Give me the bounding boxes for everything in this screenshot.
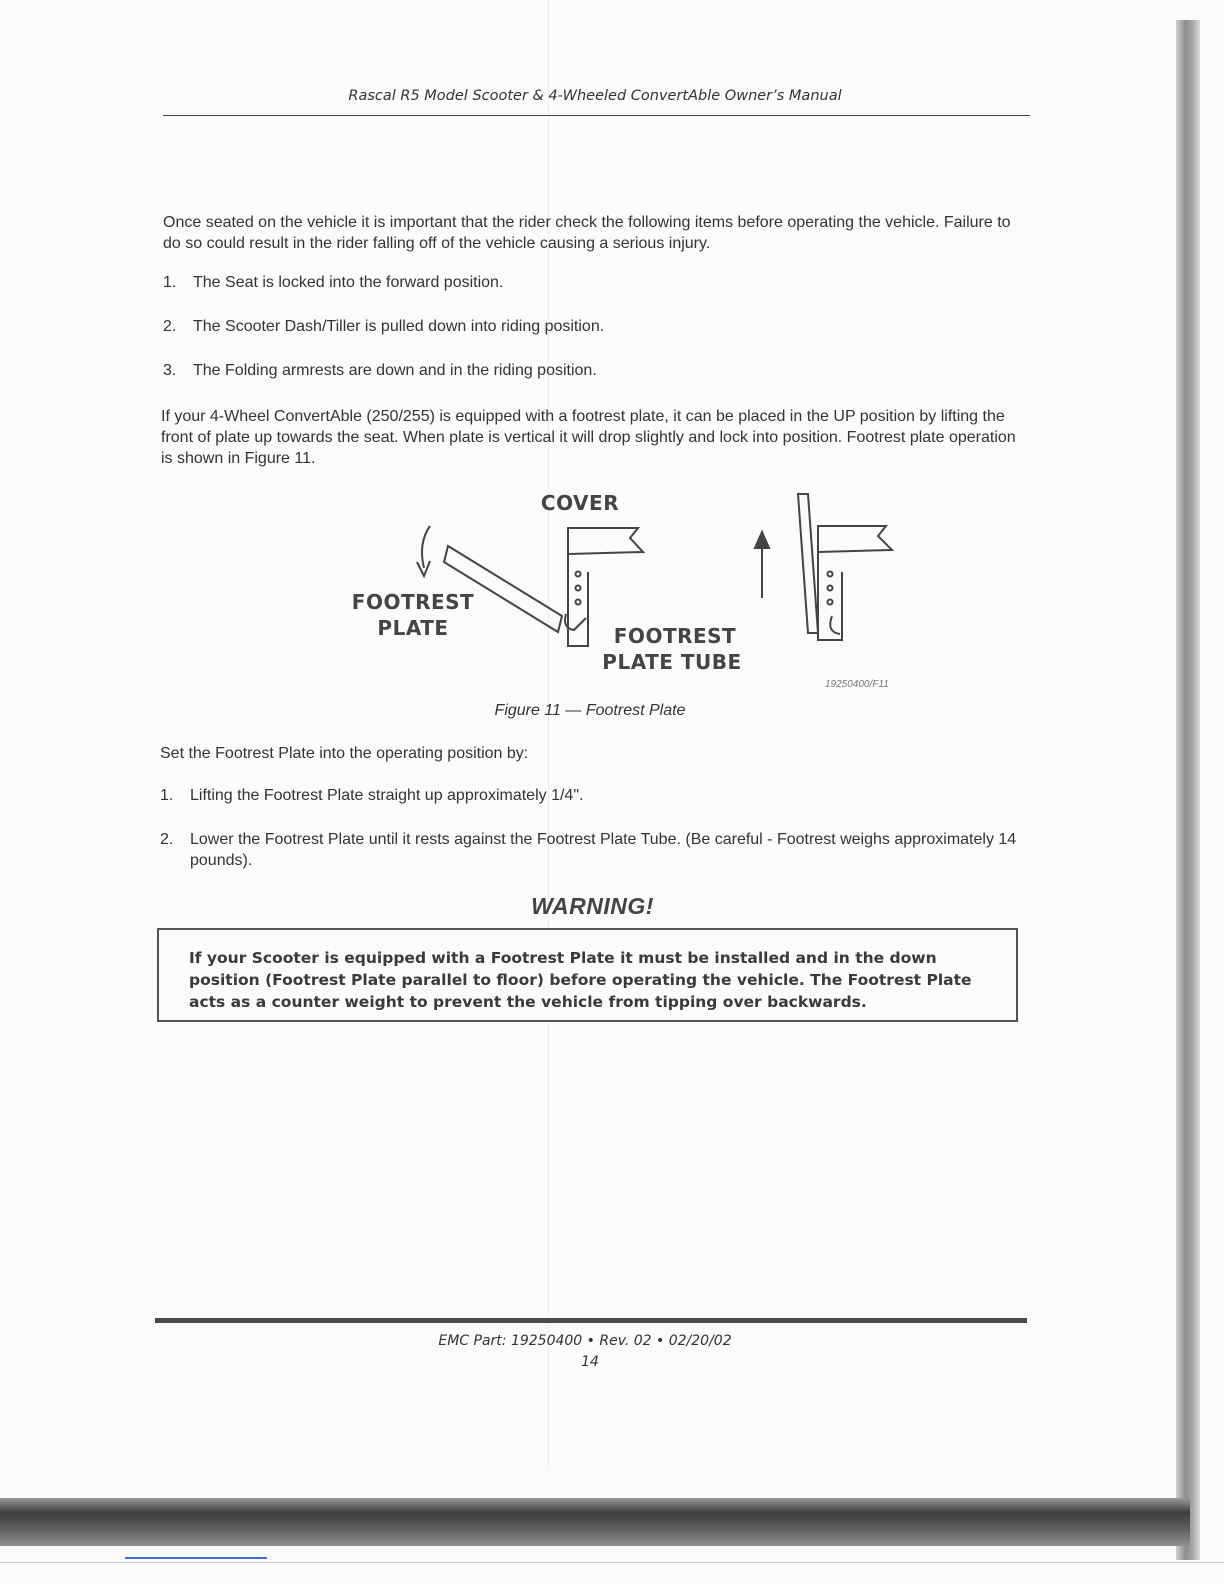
- lift-arrowhead: [755, 532, 769, 548]
- page-number: 14: [581, 1354, 599, 1370]
- checklist-item: [163, 272, 1013, 293]
- list-text: The Scooter Dash/Tiller is pulled down into riding position.: [193, 318, 605, 335]
- scan-edge-right: [1176, 20, 1200, 1560]
- scan-blue-mark: [125, 1557, 267, 1559]
- footrest-paragraph: If your 4-Wheel ConvertAble (250/255) is equipped with a footrest plate, it can be placed in the UP position by lifting the front of plate up towards the seat. When plate is vertical it will drop slightly and lock into position. Footrest plate operation is shown in Figure 11.: [161, 408, 1016, 467]
- plate-tube-left: [568, 544, 588, 646]
- list-number: 3.: [163, 362, 177, 379]
- intro-paragraph: Once seated on the vehicle it is important that the rider check the following items before operating the vehicle. Failure to do so could result in the rider falling off of the vehicle causing a serious injury.: [163, 214, 1011, 252]
- label-footrest-plate-line1: FOOTREST: [351, 590, 475, 614]
- vertical-footrest-plate: [798, 494, 818, 633]
- warning-box: [157, 928, 1018, 1022]
- step-item: [160, 829, 1022, 871]
- footer-rule: [155, 1318, 1027, 1323]
- tube-hole: [828, 586, 833, 591]
- checklist-item: [163, 316, 1013, 337]
- label-tube-line1: FOOTREST: [613, 624, 737, 648]
- list-number: 2.: [163, 318, 177, 335]
- label-footrest-plate-line2: PLATE: [377, 616, 449, 640]
- steps-intro: Set the Footrest Plate into the operating position by:: [160, 745, 529, 762]
- figure-caption: Figure 11 — Footrest Plate: [494, 702, 686, 719]
- list-text: The Folding armrests are down and in the riding position.: [193, 362, 597, 379]
- warning-text: If your Scooter is equipped with a Footrest Plate it must be installed and in the down position (Footrest Plate parallel to floor) before operating the vehicle. The Footrest Plate acts as a counter weight to prevent the vehicle from tipping over backwards.: [189, 949, 972, 1011]
- list-number: 1.: [163, 274, 177, 291]
- list-number: 1.: [160, 787, 174, 804]
- scan-bottom-line: [0, 1562, 1224, 1563]
- step-item: [160, 785, 1022, 806]
- tube-hole: [828, 600, 833, 605]
- list-text: The Seat is locked into the forward position.: [193, 274, 504, 291]
- footer-part-info: EMC Part: 19250400 • Rev. 02 • 02/20/02: [438, 1333, 732, 1349]
- tube-hole: [828, 572, 833, 577]
- label-tube-line2: PLATE TUBE: [602, 650, 742, 674]
- label-cover: COVER: [540, 491, 620, 515]
- list-text: Lifting the Footrest Plate straight up approximately 1/4".: [190, 787, 584, 804]
- list-text: Lower the Footrest Plate until it rests against the Footrest Plate Tube. (Be careful - Footrest weighs approximately 14 pounds).: [190, 831, 1017, 869]
- scan-edge-bottom: [0, 1498, 1190, 1546]
- footrest-figure: [330, 488, 920, 698]
- list-number: 2.: [160, 831, 174, 848]
- tube-hole: [576, 600, 581, 605]
- tube-hole: [576, 586, 581, 591]
- page-header-title: Rascal R5 Model Scooter & 4-Wheeled ConvertAble Owner’s Manual: [348, 88, 842, 104]
- latch-hook-right: [830, 616, 840, 634]
- header-rule: [163, 115, 1030, 116]
- tube-hole: [576, 572, 581, 577]
- checklist-item: [163, 360, 1013, 381]
- figure-code: 19250400/F11: [825, 679, 889, 690]
- cover-right: [818, 526, 892, 552]
- warning-title: WARNING!: [531, 893, 654, 919]
- cover-left: [568, 528, 643, 554]
